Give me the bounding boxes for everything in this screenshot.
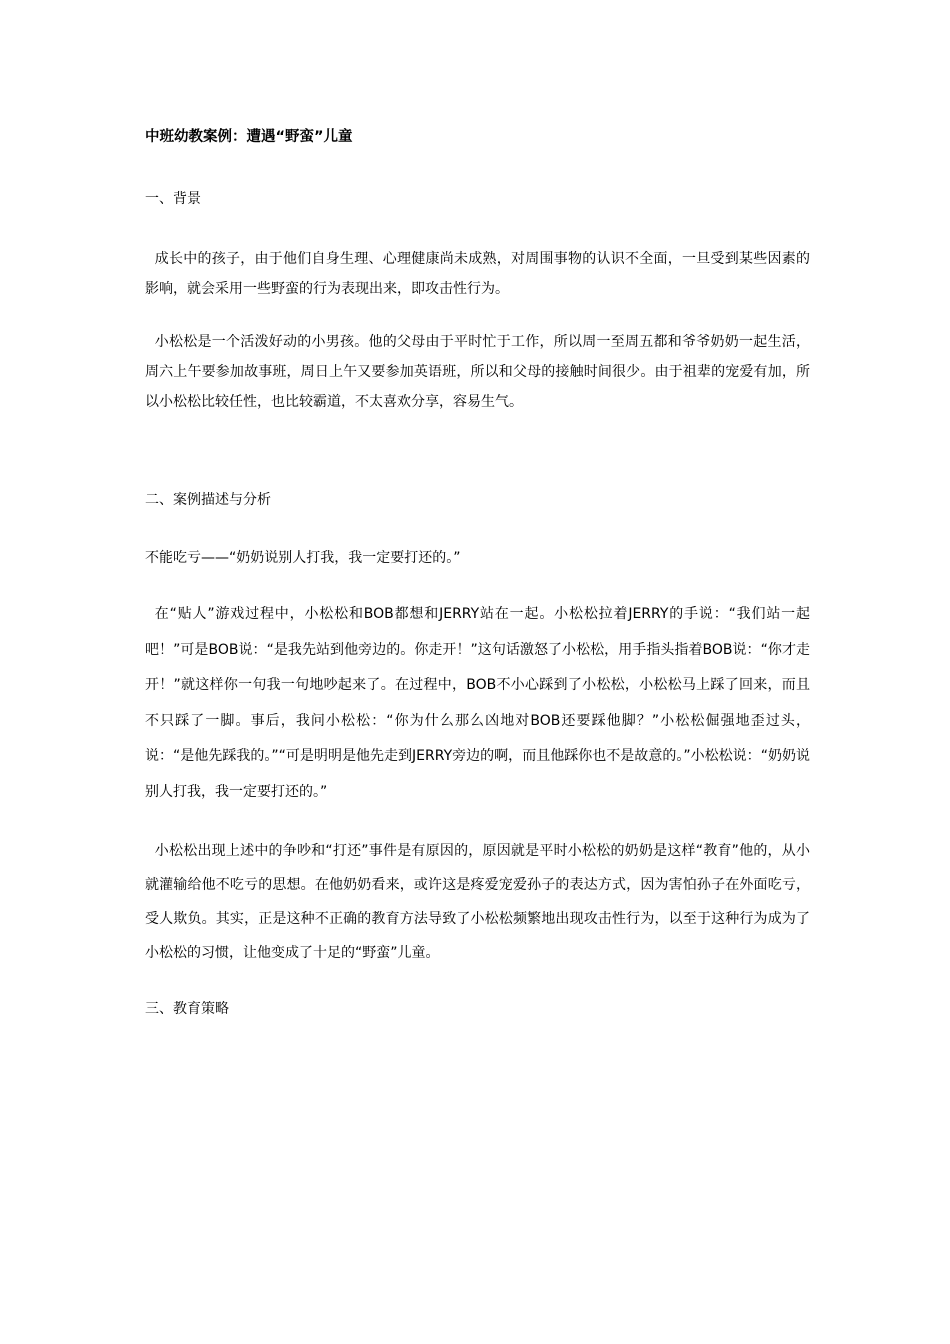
section-heading-background: 一、背景 (145, 191, 201, 207)
spacer (145, 515, 810, 543)
section-heading-strategy: 三、教育策略 (145, 1001, 229, 1017)
case-paragraph-1: 在“贴人”游戏过程中，小松松和BOB都想和JERRY站在一起。小松松拉着JERRY的手说：“我们站一起吧！”可是BOB说：“是我先站到他旁边的。你走开！”这句话激怒了小松松，用手指头指着BOB说：“你才走开！”就这样你一句我一句地吵起来了。在过程中，BOB不小心踩到了小松松，小松松马上踩了回来，而且不只踩了一脚。事后，我问小松松：“你为什么那么凶地对BOB还要踩他脚？”小松松倔强地歪过头，说：“是他先踩我的。”“可是明明是他先走到JERRY旁边的啊，而且他踩你也不是故意的。”小松松说：“奶奶说别人打我，我一定要打还的。” (145, 606, 810, 800)
spacer (145, 152, 810, 184)
document-title: 中班幼教案例：遭遇“野蛮”儿童 (145, 129, 353, 145)
case-paragraph-2: 小松松出现上述中的争吵和“打还”事件是有原因的，原因就是平时小松松的奶奶是这样“教育”他的，从小就灌输给他不吃亏的思想。在他奶奶看来，或许这是疼爱宠爱孙子的表达方式，因为害怕孙子在外面吃亏，受人欺负。其实，正是这种不正确的教育方法导致了小松松频繁地出现攻击性行为，以至于这种行为成为了小松松的习惯，让他变成了十足的“野蛮”儿童。 (145, 843, 810, 961)
background-paragraph-1: 成长中的孩子，由于他们自身生理、心理健康尚未成熟，对周围事物的认识不全面，一旦受到某些因素的影响，就会采用一些野蛮的行为表现出来，即攻击性行为。 (145, 251, 810, 297)
document-body (145, 122, 810, 1024)
spacer (145, 304, 810, 327)
section-heading-case: 二、案例描述与分析 (145, 492, 271, 508)
spacer (145, 573, 810, 597)
spacer (145, 810, 810, 834)
background-paragraph-2: 小松松是一个活泼好动的小男孩。他的父母由于平时忙于工作，所以周一至周五都和爷爷奶奶一起生活，周六上午要参加故事班，周日上午又要参加英语班，所以和父母的接触时间很少。由于祖辈的宠爱有加，所以小松松比较任性，也比较霸道，不太喜欢分享，容易生气。 (145, 334, 810, 410)
spacer (145, 417, 810, 485)
spacer (145, 970, 810, 994)
case-subtitle: 不能吃亏——“奶奶说别人打我，我一定要打还的。” (145, 550, 461, 566)
spacer (145, 214, 810, 244)
